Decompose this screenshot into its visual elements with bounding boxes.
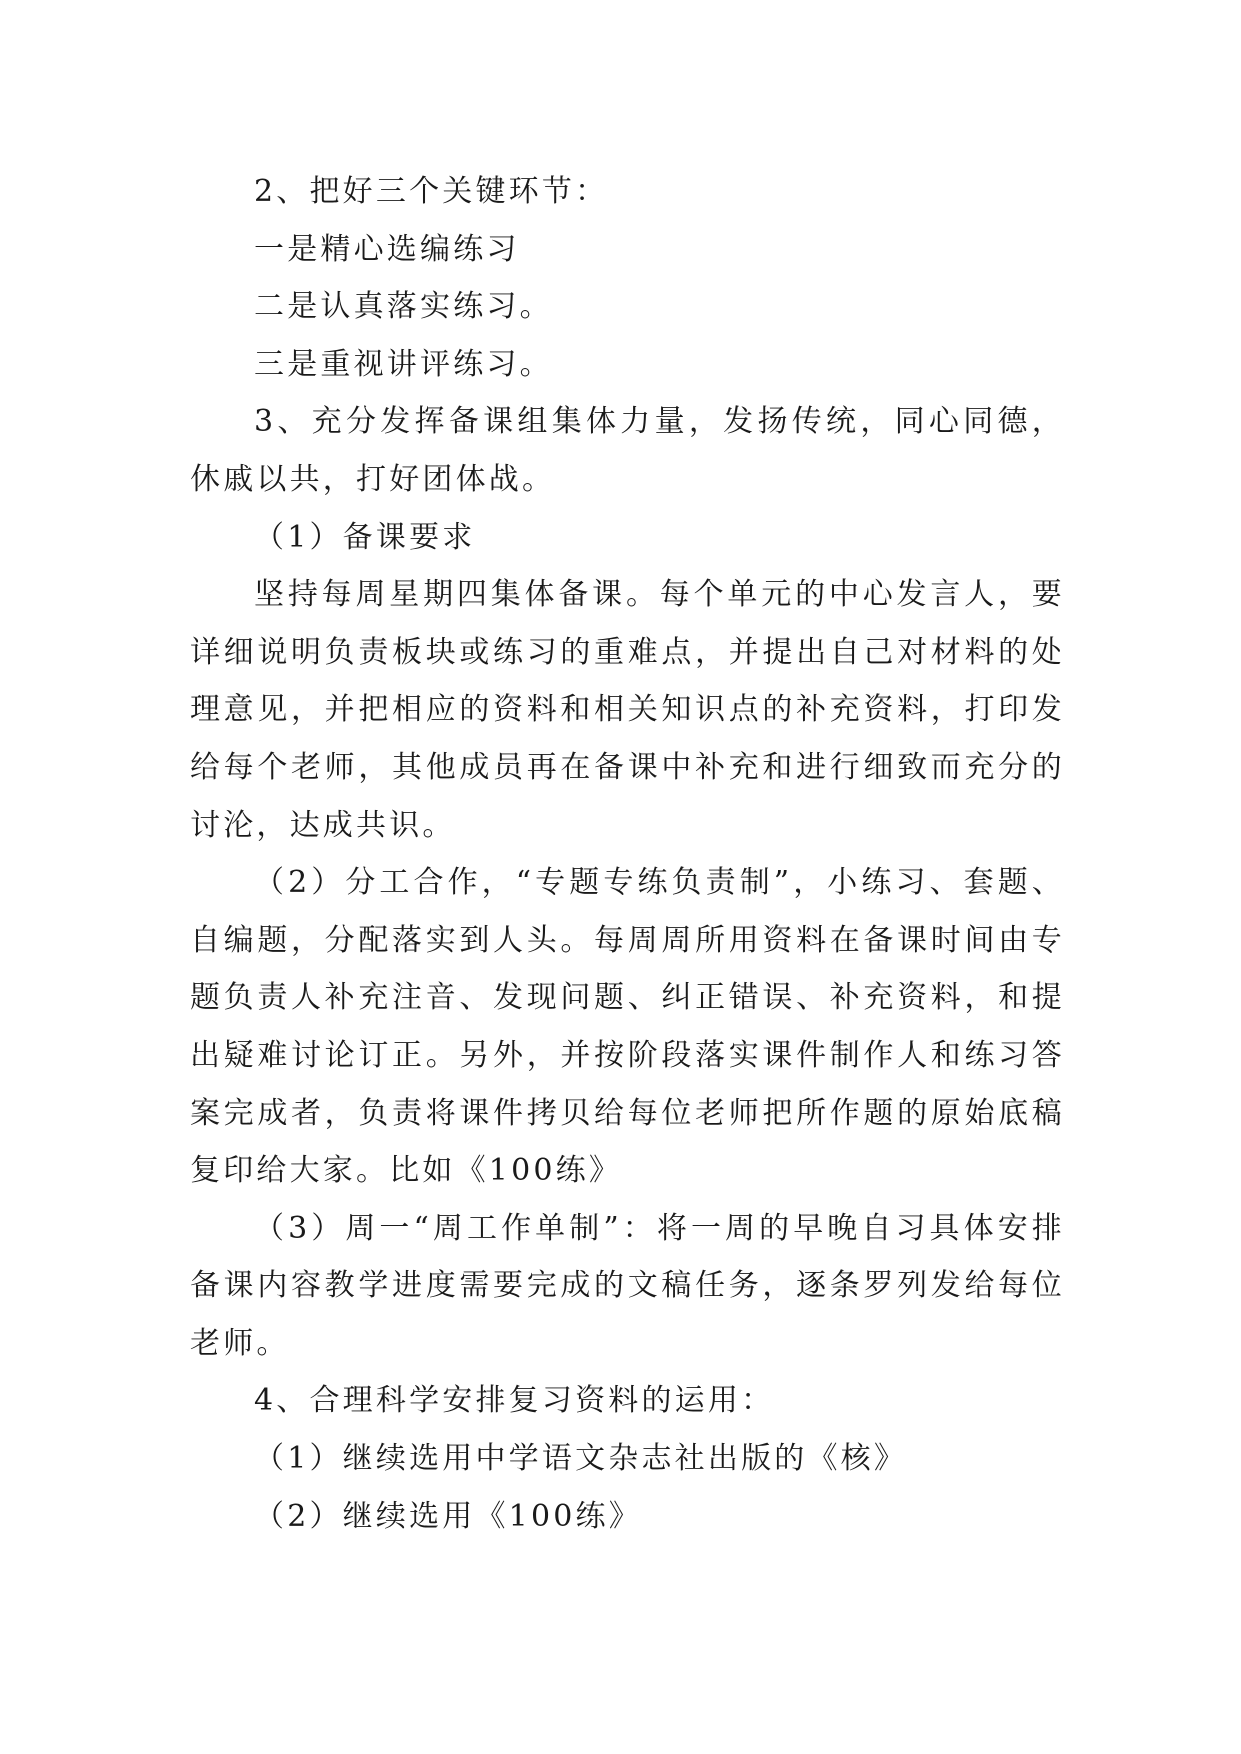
subheading-1: （1）备课要求 (254, 519, 476, 555)
list-item-materials-2: （2）继续选用《100练》 (254, 1498, 642, 1534)
list-item-2: 二是认真落实练习。 (254, 289, 553, 325)
section-heading-2: 2、把好三个关键环节： (254, 174, 609, 209)
paragraph-weekly-work-sheet: （3）周一“周工作单制”：将一周的早晚自习具体安排备课内容教学进度需要完成的文稿任务，逐条罗列发给每位老师。 (190, 1210, 1065, 1361)
section-heading-4: 4、合理科学安排复习资料的运用： (254, 1383, 775, 1419)
paragraph-division-of-labor: （2）分工合作，“专题专练负责制”，小练习、套题、自编题，分配落实到人头。每周周所用资料在备课时间由专题负责人补充注音、发现问题、纠正错误、补充资料，和提出疑难讨论订正。另外，并按阶段落实课件制作人和练习答案完成者，负责将课件拷贝给每位老师把所作题的原始底稿复印给大家。比如《100练》 (190, 865, 1065, 1189)
list-item-1: 一是精心选编练习 (254, 231, 520, 267)
list-item-materials-1: （1）继续选用中学语文杂志社出版的《核》 (254, 1441, 908, 1477)
section-heading-3: 3、充分发挥备课组集体力量，发扬传统，同心同德，休戚以共，打好团体战。 (190, 404, 1065, 497)
list-item-3: 三是重视讲评练习。 (254, 346, 553, 382)
document-body (190, 163, 1065, 1545)
paragraph-lesson-prep: 坚持每周星期四集体备课。每个单元的中心发言人，要详细说明负责板块或练习的重难点，并提出自己对材料的处理意见，并把相应的资料和相关知识点的补充资料，打印发给每个老师，其他成员再在备课中补充和进行细致而充分的讨沦，达成共识。 (190, 577, 1065, 843)
